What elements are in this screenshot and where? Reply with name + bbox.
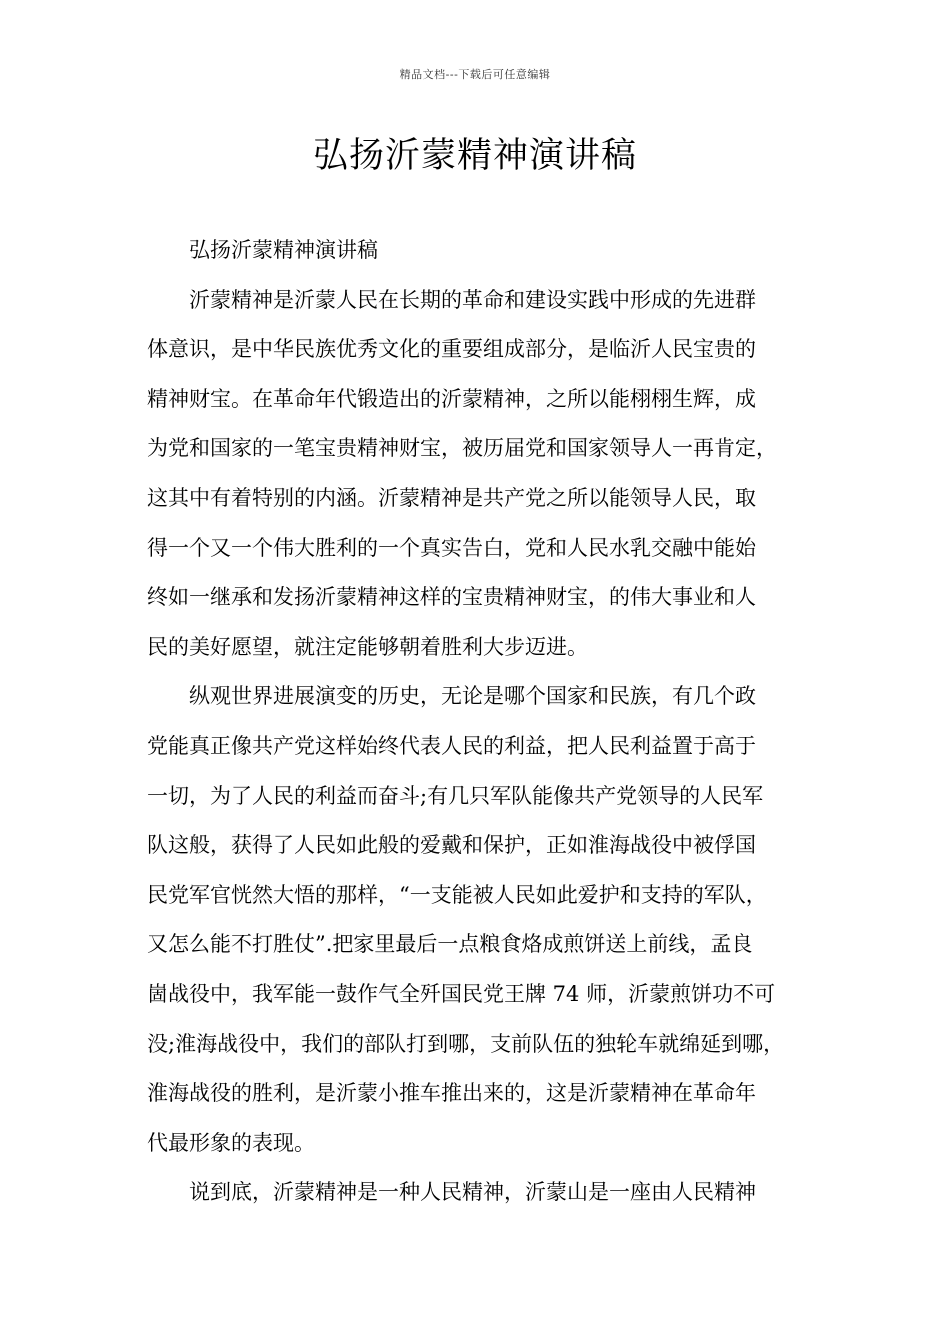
- paragraph-1-line-5: 这其中有着特别的内涵。沂蒙精神是共产党之所以能领导人民，取: [147, 485, 756, 510]
- paragraph-1-line-6: 得一个又一个伟大胜利的一个真实告白，党和人民水乳交融中能始: [147, 535, 756, 560]
- paragraph-2-line-6: 又怎么能不打胜仗”.把家里最后一点粮食烙成煎饼送上前线，孟良: [147, 932, 753, 957]
- page-header: 精品文档---下载后可任意编辑: [399, 68, 551, 81]
- paragraph-2-line-8: 没;淮海战役中，我们的部队打到哪，支前队伍的独轮车就绵延到哪，: [147, 1031, 785, 1056]
- paragraph-1-line-1: 沂蒙精神是沂蒙人民在长期的革命和建设实践中形成的先进群: [189, 287, 756, 312]
- paragraph-1-line-2: 体意识，是中华民族优秀文化的重要组成部分，是临沂人民宝贵的: [147, 337, 756, 362]
- paragraph-1-line-8: 民的美好愿望，就注定能够朝着胜利大步迈进。: [147, 634, 588, 659]
- paragraph-1-line-3: 精神财宝。在革命年代锻造出的沂蒙精神，之所以能栩栩生辉，成: [147, 386, 756, 411]
- paragraph-2-line-3: 一切，为了人民的利益而奋斗;有几只军队能像共产党领导的人民军: [147, 783, 764, 808]
- paragraph-2-line-1: 纵观世界进展演变的历史，无论是哪个国家和民族，有几个政: [189, 684, 756, 709]
- paragraph-2-line-5: 民党军官恍然大悟的那样，“一支能被人民如此爱护和支持的军队，: [147, 882, 767, 907]
- paragraph-2-line-4: 队这般，获得了人民如此般的爱戴和保护，正如淮海战役中被俘国: [147, 833, 756, 858]
- paragraph-1-line-7: 终如一继承和发扬沂蒙精神这样的宝贵精神财宝，的伟大事业和人: [147, 585, 756, 610]
- subtitle-line: 弘扬沂蒙精神演讲稿: [189, 238, 378, 262]
- paragraph-2-line-10: 代最形象的表现。: [147, 1130, 315, 1155]
- document-title: 弘扬沂蒙精神演讲稿: [312, 136, 637, 176]
- paragraph-2-line-2: 党能真正像共产党这样始终代表人民的利益，把人民利益置于高于: [147, 733, 756, 758]
- paragraph-2-line-9: 淮海战役的胜利，是沂蒙小推车推出来的，这是沂蒙精神在革命年: [147, 1081, 756, 1106]
- paragraph-1-line-4: 为党和国家的一笔宝贵精神财宝，被历届党和国家领导人一再肯定，: [147, 436, 777, 461]
- paragraph-2-line-7: 崮战役中，我军能一鼓作气全歼国民党王牌 74 师，沂蒙煎饼功不可: [147, 981, 776, 1006]
- paragraph-3-line-1: 说到底，沂蒙精神是一种人民精神，沂蒙山是一座由人民精神: [189, 1180, 756, 1205]
- document-body: [147, 232, 821, 1224]
